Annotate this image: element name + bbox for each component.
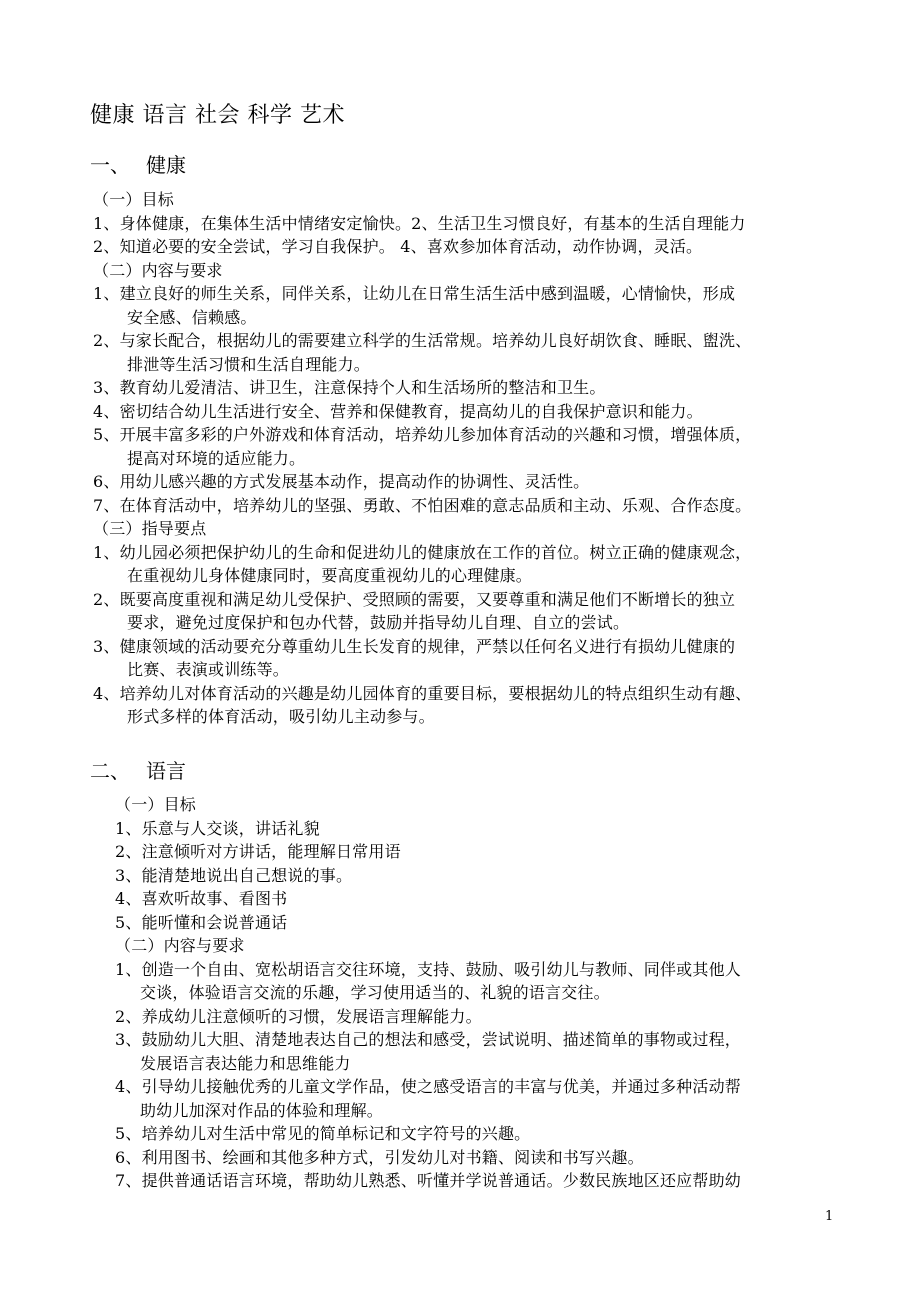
paragraph-line: 7、提供普通话语言环境，帮助幼儿熟悉、听懂并学说普通话。少数民族地区还应帮助幼 [115,1171,741,1190]
paragraph-line: 2、注意倾听对方讲话，能理解日常用语 [115,842,401,861]
paragraph-line: 3、鼓励幼儿大胆、清楚地表达自己的想法和感受，尝试说明、描述简单的事物或过程， [115,1030,741,1049]
paragraph-continuation: 在重视幼儿身体健康同时，要高度重视幼儿的心理健康。 [127,566,533,585]
paragraph-line: 2、知道必要的安全尝试，学习自我保护。 4、喜欢参加体育活动，动作协调，灵活。 [93,237,703,256]
paragraph-line: 2、养成幼儿注意倾听的习惯，发展语言理解能力。 [115,1006,482,1026]
paragraph-line: 7、在体育活动中，培养幼儿的坚强、勇敢、不怕困难的意志品质和主动、乐观、合作态度。 [93,495,752,515]
section-body-language [0,793,920,1193]
section-heading-health [90,150,186,180]
section-title: 语言 [146,759,186,783]
paragraph-line: （一）目标 [115,795,197,814]
paragraph-line: 1、创造一个自由、宽松胡语言交往环境，支持、鼓励、吸引幼儿与教师、同伴或其他人 [115,959,741,979]
paragraph-continuation: 发展语言表达能力和思维能力 [140,1053,351,1073]
page-number: 1 [825,1209,834,1224]
paragraph-line: 2、既要高度重视和满足幼儿受保护、受照顾的需要，又要尊重和满足他们不断增长的独立 [93,589,736,609]
section-number: 一、 [90,153,130,177]
paragraph-line: 1、乐意与人交谈，讲话礼貌 [115,818,320,838]
section-number: 二、 [90,759,130,783]
paragraph-continuation: 助幼儿加深对作品的体验和理解。 [140,1100,384,1120]
paragraph-line: （二）内容与要求 [93,260,223,280]
paragraph-line: （二）内容与要求 [115,936,245,955]
paragraph-continuation: 比赛、表演或训练等。 [127,660,290,679]
paragraph-line: 4、密切结合幼儿生活进行安全、营养和保健教育，提高幼儿的自我保护意识和能力。 [93,401,703,421]
document-title: 健康 语言 社会 科学 艺术 [90,103,345,128]
paragraph-line: 1、建立良好的师生关系，同伴关系，让幼儿在日常生活生活中感到温暖，心情愉快，形成 [93,284,736,303]
paragraph-continuation: 交谈，体验语言交流的乐趣，学习使用适当的、礼貌的语言交往。 [140,983,610,1002]
paragraph-line: 3、健康领域的活动要充分尊重幼儿生长发育的规律，严禁以任何名义进行有损幼儿健康的 [93,636,736,656]
paragraph-line: 4、培养幼儿对体育活动的兴趣是幼儿园体育的重要目标，要根据幼儿的特点组织生动有趣、 [93,683,752,703]
paragraph-continuation: 要求，避免过度保护和包办代替，鼓励并指导幼儿自理、自立的尝试。 [127,613,630,632]
paragraph-line: （一）目标 [93,190,175,209]
paragraph-line: 2、与家长配合，根据幼儿的需要建立科学的生活常规。培养幼儿良好胡饮食、睡眠、盥洗、 [93,331,752,350]
paragraph-continuation: 形式多样的体育活动，吸引幼儿主动参与。 [127,707,435,726]
paragraph-line: 3、能清楚地说出自己想说的事。 [115,865,353,885]
paragraph-line: 6、用幼儿感兴趣的方式发展基本动作，提高动作的协调性、灵活性。 [93,472,590,491]
paragraph-line: 5、培养幼儿对生活中常见的简单标记和文字符号的兴趣。 [115,1124,531,1143]
paragraph-line: 5、开展丰富多彩的户外游戏和体育活动，培养幼儿参加体育活动的兴趣和习惯，增强体质， [93,425,752,444]
paragraph-continuation: 安全感、信赖感。 [127,307,257,327]
paragraph-line: 6、利用图书、绘画和其他多种方式，引发幼儿对书籍、阅读和书写兴趣。 [115,1147,644,1167]
paragraph-line: 4、引导幼儿接触优秀的儿童文学作品，使之感受语言的丰富与优美，并通过多种活动帮 [115,1077,741,1096]
paragraph-line: 1、幼儿园必须把保护幼儿的生命和促进幼儿的健康放在工作的首位。树立正确的健康观念， [93,542,752,562]
paragraph-continuation: 提高对环境的适应能力。 [127,448,306,468]
section-title: 健康 [146,153,186,177]
section-heading-language [90,756,186,786]
paragraph-line: 4、喜欢听故事、看图书 [115,889,288,908]
paragraph-line: 5、能听懂和会说普通话 [115,912,288,932]
paragraph-line: 3、教育幼儿爱清洁、讲卫生，注意保持个人和生活场所的整洁和卫生。 [93,378,606,397]
section-body-health [0,188,920,729]
paragraph-continuation: 排泄等生活习惯和生活自理能力。 [127,354,371,374]
paragraph-line: 1、身体健康，在集体生活中情绪安定愉快。2、生活卫生习惯良好，有基本的生活自理能力 [93,213,746,233]
paragraph-line: （三）指导要点 [93,519,207,538]
